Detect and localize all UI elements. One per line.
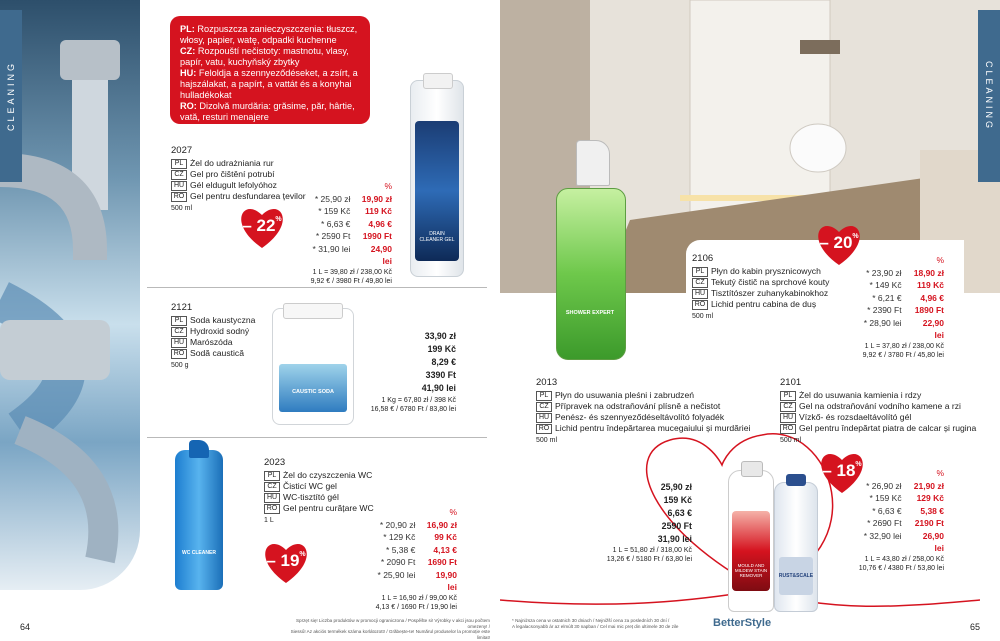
discount-heart-2106: – 20% <box>815 222 863 271</box>
side-tab-left: CLEANING <box>0 10 22 182</box>
discount-heart-2023: – 19% <box>262 540 310 589</box>
brand-logo: BetterStyle <box>713 617 772 629</box>
page-number-left: 64 <box>20 622 31 632</box>
product-2027-info: 2027 PL Żel do udrażniania rur CZ Gel pro čištění potrubí HU Gél eldugult lefolyóhoz RO Gel pentru desfundarea țevilor 500 ml <box>171 145 306 212</box>
price-table-2023: % * 20,90 zł 16,90 zł * 129 Kč 99 Kč * 5,38 € 4,13 € * 2090 Ft 1690 Ft * 25,90 lei 19,90 lei 1 L = 16,90 zł / 99,00 Kč 4,13 € / 1690 Ft / 19,90 lei <box>375 507 457 611</box>
discount-heart-2101: – 18% <box>818 450 866 499</box>
side-tab-right: CLEANING <box>978 10 1000 182</box>
product-2023-bottle: WC CLEANER <box>175 450 223 590</box>
product-2121-container: CAUSTIC SODA <box>272 308 354 425</box>
product-2121-info: 2121 PL Soda kaustyczna CZ Hydroxid sodný HU Marószóda RO Sodă caustică 500 g <box>171 302 256 369</box>
divider <box>147 287 487 288</box>
product-2101-bottle: RUST&SCALE <box>774 482 818 612</box>
product-2027-bottle: DRAIN CLEANER GEL <box>410 80 464 277</box>
product-2101-info: 2101 PL Żel do usuwania kamienia i rdzy CZ Gel na odstraňování vodního kamene a rzi HU Vízkő- és rozsdaeltávolító gél RO Gel pentru îndepărtat piatra de calcar și rugina 500 ml <box>780 377 977 444</box>
product-2023-info: 2023 PL Żel do czyszczenia WC CZ Čisticí WC gel HU WC-tisztító gél RO Gel pentru curățare WC 1 L <box>264 457 374 524</box>
price-table-2013: 25,90 zł 159 Kč 6,63 € 2590 Ft 31,90 lei 1 L = 51,80 zł / 318,00 Kč 13,26 € / 5180 Ft / 63,80 lei <box>606 482 692 563</box>
price-table-2121: 33,90 zł 199 Kč 8,29 € 3390 Ft 41,90 lei 1 Kg = 67,80 zł / 398 Kč 16,58 € / 6780 Ft / 83,80 lei <box>370 331 456 413</box>
product-2106-bottle: SHOWER EXPERT <box>556 140 626 360</box>
product-2106-info: 2106 PL Płyn do kabin prysznicowych CZ Tekutý čistič na sprchové kouty HU Tisztítószer zuhanykabinokhoz RO Lichid pentru cabina de duș 500 ml <box>692 253 830 320</box>
price-table-2106: % * 23,90 zł 18,90 zł * 149 Kč 119 Kč * 6,21 € 4,96 € * 2390 Ft 1890 Ft * 28,90 lei 22,90 lei 1 L = 37,80 zł / 238,00 Kč 9,92 € / 3780 Ft / 45,80 lei <box>862 255 944 359</box>
price-table-2027: % * 25,90 zł 19,90 zł * 159 Kč 119 Kč * 6,63 € 4,96 € * 2590 Ft 1990 Ft * 31,90 lei 24,90 lei 1 L = 39,80 zł / 238,00 Kč 9,92 € / 3980 Ft / 49,80 lei <box>310 181 392 285</box>
footer-note-right: * Najniższa cena w ostatnich 30 dniach / Nejnižší cena za posledních 30 dní / A legalacsonyabb ár az elmúlt 30 napban / Cel mai mic preț din ultimele 30 de zile <box>512 618 679 629</box>
product-2013-bottle: MOULD AND MILDEW STAIN REMOVER <box>728 470 774 612</box>
price-table-2101: % * 26,90 zł 21,90 zł * 159 Kč 129 Kč * 6,63 € 5,38 € * 2690 Ft 2190 Ft * 32,90 lei 26,90 lei 1 L = 43,80 zł / 258,00 Kč 10,76 € / 4380 Ft / 53,80 lei <box>858 468 944 572</box>
discount-heart-2027: – 22% <box>238 205 286 254</box>
divider <box>147 437 487 438</box>
product-code: 2027 <box>171 145 193 156</box>
page-number-right: 65 <box>970 622 981 632</box>
info-bubble: PL: Rozpuszcza zanieczyszczenia: tłuszcz, włosy, papier, watę, odpadki kuchenne CZ: Rozpouští nečistoty: mastnotu, vlasy, papír, vatu, kuchyňský zbytky HU: Feloldja a szennyeződéseket, a zsírt, a hajszálakat, a papírt, a vattát és a konyhai hulladékokat RO: Dizolvă murdăria: grăsime, păr, hârtie, vată, resturi menajere <box>170 16 370 124</box>
product-2013-info: 2013 PL Płyn do usuwania pleśni i zabrudzeń CZ Přípravek na odstraňování plísně a nečistot HU Penész- és szennyeződéseltávolító folyadék RO Lichid pentru îndepărtarea mucegaiului și murdăriei 500 ml <box>536 377 751 444</box>
footer-note-left: Sprzęt się! Liczba produktów w promocji ograniczona / Pospěšte si! Výrobky v akci jsou počtem omezeny! / Siessű! Az akciós termékek száma korlátozott! / Grăbește-te! Numărul produselor la promoție este limitat! <box>290 618 490 640</box>
